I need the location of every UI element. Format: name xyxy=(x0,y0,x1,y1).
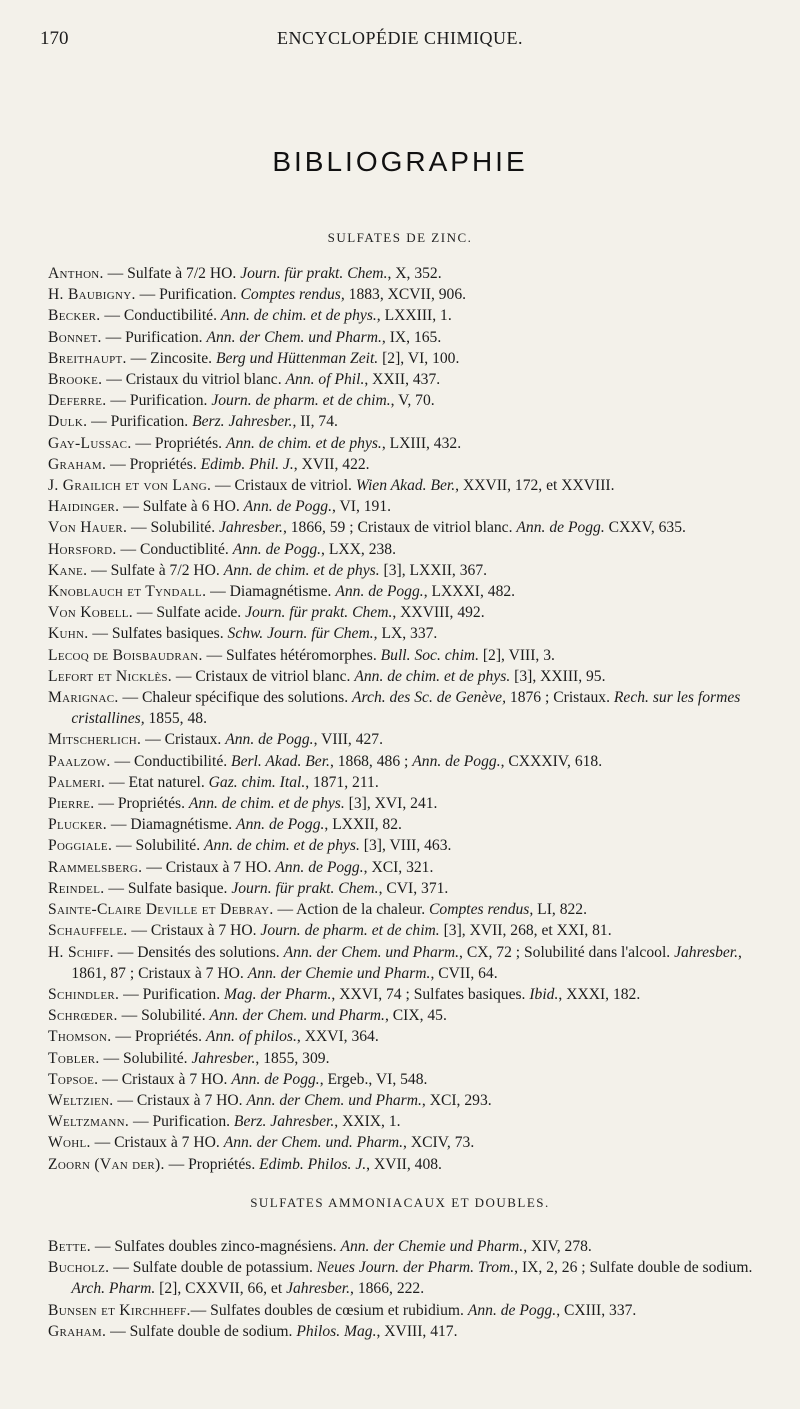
entry-author: Lecoq de Boisbaudran. xyxy=(48,646,203,664)
entry-description: — Solubilité. xyxy=(127,519,219,537)
entry-journal: Ann. de chim. et de phys. xyxy=(225,434,382,452)
entry-journal: Comptes rendus, xyxy=(429,901,534,919)
entry-journal: Edimb. Phil. J. xyxy=(200,455,294,473)
entry-journal: Journ. de pharm. et de chim. xyxy=(211,392,391,410)
page-number: 170 xyxy=(40,28,69,49)
entry-reference: , V, 70. xyxy=(390,392,435,410)
entry-reference: [3], XVII, 268, et XXI, 81. xyxy=(439,922,612,940)
entry-reference: , XXIX, 1. xyxy=(334,1113,401,1131)
entry-journal: Rech. sur les formes cristallines, xyxy=(71,689,741,728)
entry-journal: Ann. de chim. et de phys. xyxy=(223,561,380,579)
bibliography-entry xyxy=(48,454,766,475)
entry-author: Kuhn. xyxy=(48,625,89,643)
entry-reference: CXXV, 635. xyxy=(604,519,686,537)
entry-reference: , XXVI, 364. xyxy=(296,1028,379,1046)
bibliography-entry xyxy=(48,581,766,602)
bibliography-entry xyxy=(48,645,766,666)
entry-journal: Mag. der Pharm. xyxy=(224,985,332,1003)
entry-journal: Berg und Hüttenman Zeit. xyxy=(215,349,379,367)
entry-author: Knoblauch et Tyndall. xyxy=(48,583,207,601)
entry-author: Gay-Lussac. xyxy=(48,434,132,452)
entry-author: H. Schiff. xyxy=(48,943,114,961)
bibliography-entry xyxy=(48,814,766,835)
entry-author: Reindel. xyxy=(48,879,105,897)
entry-author: Schrœder. xyxy=(48,1007,118,1025)
entry-description: — Cristaux à 7 HO. xyxy=(90,1134,224,1152)
entry-reference: , LXXXI, 482. xyxy=(423,583,516,601)
bibliography-entry xyxy=(48,411,766,432)
entry-reference: , CXIII, 337. xyxy=(556,1301,637,1319)
entry-description: — Solubilité. xyxy=(117,1007,210,1025)
entry-description: — Cristaux à 7 HO. xyxy=(127,922,261,940)
entry-journal: Ann. der Chem. und. Pharm. xyxy=(223,1134,404,1152)
entry-journal: Journ. für prakt. Chem. xyxy=(240,265,388,282)
entry-author: Bunsen et Kirchheff. xyxy=(48,1301,191,1319)
entry-description: — Cristaux. xyxy=(141,731,226,749)
entry-author: Graham. xyxy=(48,1322,107,1340)
entry-author: Tobler. xyxy=(48,1049,100,1067)
bibliography-entry xyxy=(48,475,766,496)
bibliography-entry xyxy=(48,1321,766,1342)
entry-author: Topsoe. xyxy=(48,1070,99,1088)
entry-journal: Berz. Jahresber. xyxy=(233,1113,335,1131)
entry-description: — Sulfates doubles zinco-magnésiens. xyxy=(90,1238,341,1255)
entry-description: — Sulfates doubles de cœsium et rubidium. xyxy=(190,1301,468,1319)
entry-description: — Chaleur spécifique des solutions. xyxy=(118,689,353,707)
bibliography-entry xyxy=(48,793,766,814)
entry-description: — Propriétés. xyxy=(111,1028,206,1046)
bibliography-entry xyxy=(48,560,766,581)
bibliography-entry xyxy=(48,1090,766,1111)
entry-reference: , CX, 72 ; Solubilité dans l'alcool. xyxy=(459,943,675,961)
bibliography-entry xyxy=(48,327,766,348)
entry-description: — Propriétés. xyxy=(164,1155,260,1173)
bibliography-entry xyxy=(48,623,766,644)
entry-description: — Cristaux à 7 HO. xyxy=(142,858,276,876)
entry-reference: , XXII, 437. xyxy=(364,371,441,389)
entry-journal: Schw. Journ. für Chem. xyxy=(227,625,374,643)
entry-journal: Ann. der Chem. und Pharm. xyxy=(206,328,382,346)
entry-journal: Ibid. xyxy=(529,985,559,1003)
bibliography-entry xyxy=(48,835,766,856)
entry-author: Lefort et Nicklès. xyxy=(48,667,172,685)
entry-author: Rammelsberg. xyxy=(48,858,143,876)
entry-reference: , XVII, 422. xyxy=(293,455,370,473)
page-title: BIBLIOGRAPHIE xyxy=(272,146,528,177)
entry-reference: LI, 822. xyxy=(533,901,587,919)
entry-description: — Conductiblité. xyxy=(116,540,233,558)
entry-description: — Cristaux à 7 HO. xyxy=(113,1091,247,1109)
entry-journal: Journ. für prakt. Chem. xyxy=(245,604,393,622)
bibliography-entry xyxy=(48,539,766,560)
bibliography-entry xyxy=(48,517,766,538)
bibliography-entry xyxy=(48,1257,766,1299)
entry-reference: 1883, XCVII, 906. xyxy=(344,286,467,304)
entry-description: — Sulfate double de sodium. xyxy=(106,1322,297,1340)
entry-reference: , IX, 2, 26 ; Sulfate double de sodium. xyxy=(514,1259,753,1277)
entry-journal: Ann. de Pogg. xyxy=(516,519,605,537)
entry-reference: [2], VIII, 3. xyxy=(478,646,555,664)
entry-reference: , 1861, 87 ; Cristaux à 7 HO. xyxy=(71,943,742,982)
bibliography-entry xyxy=(48,1236,766,1257)
entry-author: Bonnet. xyxy=(48,328,102,346)
entry-reference: , LXXII, 82. xyxy=(324,816,402,834)
entry-journal: Ann. de Pogg. xyxy=(275,858,364,876)
entry-description: — Sulfate à 7/2 HO. xyxy=(87,561,224,579)
bibliography-entry xyxy=(48,1111,766,1132)
bibliography-entry xyxy=(48,920,766,941)
entry-journal: Philos. Mag. xyxy=(296,1322,377,1340)
entry-journal: Wien Akad. Ber. xyxy=(355,477,456,495)
entry-journal: Ann. of philos. xyxy=(205,1028,297,1046)
entry-journal: Ann. de chim. et de phys. xyxy=(204,837,360,855)
entry-author: Deferre. xyxy=(48,392,107,410)
bibliography-entry xyxy=(48,984,766,1005)
entry-journal: Journ. für prakt. Chem. xyxy=(231,879,379,897)
bibliography-entry xyxy=(48,1300,766,1321)
entry-journal: Ann. der Chem. und Pharm. xyxy=(246,1091,422,1109)
bibliography-entry xyxy=(48,899,766,920)
entry-description: — Purification. xyxy=(87,413,193,431)
entry-description: — Cristaux de vitriol blanc. xyxy=(172,667,355,685)
entry-author: Dulk. xyxy=(48,413,88,431)
entry-reference: , X, 352. xyxy=(387,265,442,282)
entry-author: Haidinger. xyxy=(48,498,120,516)
entry-reference: , LX, 337. xyxy=(373,625,438,643)
entry-description: — Diamagnétisme. xyxy=(106,816,237,834)
entry-description: — Purification. xyxy=(129,1113,234,1131)
entry-author: Pierre. xyxy=(48,795,95,813)
entry-journal: Ann. der Chem. und Pharm. xyxy=(283,943,460,961)
bibliography-entry xyxy=(48,1132,766,1153)
entry-journal: Ann. de Pogg. xyxy=(335,583,424,601)
entry-description: — Sulfate acide. xyxy=(132,604,246,622)
entry-reference: , XIV, 278. xyxy=(523,1238,592,1255)
entry-journal: Ann. der Chemie und Pharm. xyxy=(247,964,431,982)
entry-author: Mitscherlich. xyxy=(48,731,142,749)
entry-reference: , LXX, 238. xyxy=(321,540,396,558)
entry-journal: Ann. de Pogg. xyxy=(467,1301,557,1319)
entry-reference: 1876 ; Cristaux. xyxy=(506,689,614,707)
entry-journal: Jahresber. xyxy=(286,1280,351,1298)
bibliography-entry xyxy=(48,666,766,687)
entry-author: Plucker. xyxy=(48,816,107,834)
entry-author: Breithaupt. xyxy=(48,349,127,367)
entry-journal: Ann. de Pogg. xyxy=(232,540,322,558)
entry-author: Von Hauer. xyxy=(48,519,128,537)
entry-journal: Edimb. Philos. J. xyxy=(259,1155,367,1173)
entry-journal: Jahresber. xyxy=(219,519,283,537)
entry-reference: , II, 74. xyxy=(292,413,338,431)
section-heading-zinc-sulfates: SULFATES DE ZINC. xyxy=(327,230,473,245)
bibliography-entry xyxy=(48,369,766,390)
entry-reference: [2], VI, 100. xyxy=(378,349,460,367)
entry-description: — Diamagnétisme. xyxy=(206,583,336,601)
entry-description: — Purification. xyxy=(106,392,212,410)
bibliography-entry xyxy=(48,263,766,284)
entry-description: — Propriétés. xyxy=(106,455,201,473)
entry-author: Brooke. xyxy=(48,371,103,389)
entry-author: Weltzmann. xyxy=(48,1113,130,1131)
bibliography-entry xyxy=(48,348,766,369)
entry-description: — Conductibilité. xyxy=(110,752,232,770)
bibliography-entry xyxy=(48,729,766,750)
entry-journal: Ann. der Chem. und Pharm. xyxy=(209,1007,385,1025)
entry-author: J. Grailich et von Lang. xyxy=(48,477,212,495)
entry-reference: [3], LXXII, 367. xyxy=(379,561,488,579)
bibliography-entry xyxy=(48,1005,766,1026)
entry-reference: , CIX, 45. xyxy=(384,1007,447,1025)
entry-reference: , Ergeb., VI, 548. xyxy=(319,1070,428,1088)
entry-author: Becker. xyxy=(48,307,101,325)
entry-reference: , CXXXIV, 618. xyxy=(500,752,603,770)
running-title: ENCYCLOPÉDIE CHIMIQUE. xyxy=(277,28,523,48)
bibliography-entry xyxy=(48,305,766,326)
entry-description: — Sulfate à 6 HO. xyxy=(119,498,244,516)
entry-reference: , XVII, 408. xyxy=(366,1155,442,1173)
entry-reference: , VIII, 427. xyxy=(313,731,384,749)
bibliography-entry xyxy=(48,942,766,984)
entry-author: Bucholz. xyxy=(48,1259,110,1277)
entry-journal: Ann. de Pogg. xyxy=(243,498,332,516)
entry-description: — Etat naturel. xyxy=(105,773,209,791)
entry-journal: Ann. de Pogg. xyxy=(231,1070,320,1088)
bibliography-entry xyxy=(48,284,766,305)
running-head xyxy=(40,28,760,54)
entry-author: Weltzien. xyxy=(48,1091,114,1109)
bibliography-entry xyxy=(48,687,766,729)
entry-description: — Cristaux de vitriol. xyxy=(211,477,356,495)
entry-author: Palmeri. xyxy=(48,773,106,791)
entry-journal: Arch. des Sc. de Genève, xyxy=(352,689,507,707)
entry-description: — Densités des solutions. xyxy=(113,943,284,961)
bibliography-entry xyxy=(48,496,766,517)
entry-author: Von Kobell. xyxy=(48,604,133,622)
bibliography-entry xyxy=(48,433,766,454)
entry-reference: , XXXI, 182. xyxy=(558,985,641,1003)
entry-author: Graham. xyxy=(48,455,107,473)
entry-reference: [3], XVI, 241. xyxy=(344,795,438,813)
bibliography-entry xyxy=(48,390,766,411)
bibliography-entry xyxy=(48,1048,766,1069)
entry-reference: , 1871, 211. xyxy=(305,773,379,791)
bibliography-entry xyxy=(48,1026,766,1047)
entry-reference: , CVI, 371. xyxy=(378,879,449,897)
entry-reference: [2], CXXVII, 66, et xyxy=(155,1280,287,1298)
entry-journal: Berz. Jahresber. xyxy=(192,413,293,431)
entry-description: — Sulfate basique. xyxy=(104,879,232,897)
entry-journal: Jahresber. xyxy=(674,943,739,961)
entry-reference: [3], XXIII, 95. xyxy=(510,667,606,685)
entry-reference: , 1866, 222. xyxy=(350,1280,425,1298)
entry-journal: Ann. de Pogg. xyxy=(412,752,501,770)
entry-reference: , LXXIII, 1. xyxy=(376,307,452,325)
entry-description: — Cristaux à 7 HO. xyxy=(98,1070,232,1088)
entry-journal: Ann. de chim. et de phys. xyxy=(220,307,377,325)
entry-description: — Solubilité. xyxy=(99,1049,192,1067)
entry-journal: Arch. Pharm. xyxy=(71,1280,156,1298)
entry-journal: Berl. Akad. Ber. xyxy=(231,752,330,770)
bibliography-list-double-sulfates xyxy=(48,1236,766,1342)
entry-reference: , 1868, 486 ; xyxy=(329,752,413,770)
entry-reference: , VI, 191. xyxy=(331,498,392,516)
entry-description: — Sulfates basiques. xyxy=(88,625,228,643)
bibliography-entry xyxy=(48,1069,766,1090)
entry-description: — Propriétés. xyxy=(131,434,226,452)
entry-reference: , CVII, 64. xyxy=(430,964,498,982)
entry-description: — Purification. xyxy=(119,985,224,1003)
entry-author: Thomson. xyxy=(48,1028,112,1046)
entry-description: — Solubilité. xyxy=(112,837,204,855)
entry-author: Paalzow. xyxy=(48,752,111,770)
bibliography-entry xyxy=(48,878,766,899)
entry-reference: , XCIV, 73. xyxy=(403,1134,475,1152)
entry-reference: , XXVIII, 492. xyxy=(392,604,485,622)
entry-author: H. Baubigny. xyxy=(48,286,136,304)
entry-author: Kane. xyxy=(48,561,88,579)
entry-reference: , XCI, 293. xyxy=(421,1091,492,1109)
entry-journal: Journ. de pharm. et de chim. xyxy=(260,922,440,940)
entry-reference: , 1855, 309. xyxy=(255,1049,330,1067)
entry-author: Horsford. xyxy=(48,540,117,558)
entry-journal: Ann. de chim. et de phys. xyxy=(188,795,345,813)
entry-description: — Propriétés. xyxy=(94,795,189,813)
entry-journal: Jahresber. xyxy=(191,1049,256,1067)
entry-reference: , XVIII, 417. xyxy=(376,1322,458,1340)
entry-description: — Action de la chaleur. xyxy=(273,901,430,919)
entry-author: Marignac. xyxy=(48,689,119,707)
entry-description: — Zincosite. xyxy=(126,349,216,367)
entry-description: — Sulfates hétéromorphes. xyxy=(202,646,381,664)
entry-reference: 1855, 48. xyxy=(144,710,207,728)
entry-journal: Bull. Soc. chim. xyxy=(380,646,479,664)
bibliography-entry xyxy=(48,751,766,772)
entry-description: — Conductibilité. xyxy=(100,307,221,325)
entry-journal: Ann. de Pogg. xyxy=(225,731,314,749)
entry-reference: , IX, 165. xyxy=(381,328,442,346)
entry-journal: Comptes rendus, xyxy=(240,286,345,304)
entry-author: Poggiale. xyxy=(48,837,113,855)
bibliography-entry xyxy=(48,602,766,623)
entry-description: — Cristaux du vitriol blanc. xyxy=(102,371,286,389)
entry-author: Bette. xyxy=(48,1238,91,1255)
entry-author: Anthon. xyxy=(48,265,104,282)
entry-description: — Sulfate à 7/2 HO. xyxy=(103,265,241,282)
bibliography-entry xyxy=(48,772,766,793)
entry-description: — Sulfate double de potassium. xyxy=(109,1259,317,1277)
section-heading-double-sulfates: SULFATES AMMONIACAUX ET DOUBLES. xyxy=(250,1195,550,1210)
entry-reference: , XCI, 321. xyxy=(363,858,434,876)
entry-reference: [3], VIII, 463. xyxy=(359,837,452,855)
entry-description: — Purification. xyxy=(135,286,241,304)
bibliography-entry xyxy=(48,857,766,878)
entry-journal: Ann. of Phil. xyxy=(285,371,365,389)
entry-author: Schauffele. xyxy=(48,922,128,940)
bibliography-list-zinc-sulfates xyxy=(48,263,766,1175)
entry-author: Sainte-Claire Deville et Debray. xyxy=(48,901,274,919)
entry-journal: Ann. de chim. et de phys. xyxy=(354,667,511,685)
bibliography-entry xyxy=(48,1154,766,1175)
entry-description: — Purification. xyxy=(101,328,207,346)
entry-author: Wohl. xyxy=(48,1134,91,1152)
entry-journal: Ann. de Pogg. xyxy=(236,816,325,834)
entry-reference: , XXVI, 74 ; Sulfates basiques. xyxy=(331,985,530,1003)
entry-reference: , LXIII, 432. xyxy=(381,434,462,452)
entry-reference: , XXVII, 172, et XXVIII. xyxy=(455,477,615,495)
entry-journal: Ann. der Chemie und Pharm. xyxy=(340,1238,524,1255)
entry-author: Zoorn (Van der). xyxy=(48,1155,165,1173)
entry-journal: Neues Journ. der Pharm. Trom. xyxy=(316,1259,515,1277)
entry-journal: Gaz. chim. Ital. xyxy=(208,773,306,791)
entry-reference: , 1866, 59 ; Cristaux de vitriol blanc. xyxy=(282,519,517,537)
entry-author: Schindler. xyxy=(48,985,120,1003)
